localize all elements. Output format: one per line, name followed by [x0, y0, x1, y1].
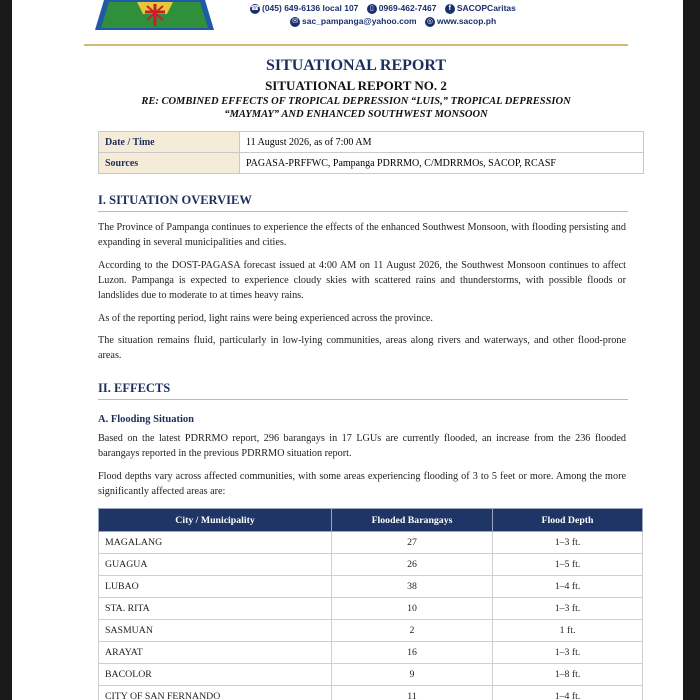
table-row — [99, 664, 643, 686]
report-number: SITUATIONAL REPORT NO. 2 — [265, 78, 447, 93]
report-info-table — [98, 131, 644, 174]
table-row — [99, 686, 643, 700]
barangays-cell: 16 — [332, 642, 493, 664]
mobile-number: 0969-462-7467 — [378, 3, 437, 13]
city-cell: GUAGUA — [99, 554, 332, 576]
col-header-barangays: Flooded Barangays — [332, 509, 493, 532]
info-row-date — [99, 132, 644, 153]
overview-paragraph-3: As of the reporting period, light rains were being experienced across the province. — [98, 313, 433, 324]
table-row — [99, 620, 643, 642]
depth-cell: 1–4 ft. — [493, 576, 643, 598]
city-cell: MAGALANG — [99, 532, 332, 554]
overview-paragraph-1: The Province of Pampanga continues to experience the effects of the enhanced Southwest Monsoon, with flooding persisting and expanding in several municipalities and cities. — [98, 222, 626, 248]
section-heading-overview: I. SITUATION OVERVIEW — [98, 193, 628, 212]
table-row — [99, 576, 643, 598]
report-subject — [102, 95, 610, 121]
header-divider — [84, 44, 628, 46]
city-cell: SASMUAN — [99, 620, 332, 642]
depth-cell: 1–5 ft. — [493, 554, 643, 576]
effects-paragraph-1: Based on the latest PDRRMO report, 296 barangays in 17 LGUs are currently flooded, an increase from the 236 flooded barangays reported in the previous PDRRMO situation report. — [98, 433, 626, 459]
barangays-cell: 26 — [332, 554, 493, 576]
mobile-icon: ▯ — [367, 4, 377, 14]
sources-label: Sources — [99, 153, 240, 174]
col-header-depth: Flood Depth — [493, 509, 643, 532]
overview-paragraph-2: According to the DOST-PAGASA forecast issued at 4:00 AM on 11 August 2026, the Southwest Monsoon continues to affect Luzon. Pampanga is expected to experience cloudy skies with scattered rains and thunderstorms, with possible floods or landslides due to moderate to at times heavy rains. — [98, 260, 626, 301]
sacop-logo — [87, 0, 222, 31]
depth-cell: 1–3 ft. — [493, 598, 643, 620]
sources-value: PAGASA-PRFFWC, Pampanga PDRRMO, C/MDRRMOs, SACOP, RCASF — [240, 153, 644, 174]
facebook-icon: f — [445, 4, 455, 14]
website-link[interactable]: www.sacop.ph — [436, 16, 497, 26]
table-row — [99, 554, 643, 576]
city-cell: BACOLOR — [99, 664, 332, 686]
barangays-cell: 9 — [332, 664, 493, 686]
city-cell: STA. RITA — [99, 598, 332, 620]
email-address: sac_pampanga@yahoo.com — [302, 16, 417, 26]
barangays-cell: 38 — [332, 576, 493, 598]
barangays-cell: 2 — [332, 620, 493, 642]
flood-table-header — [99, 509, 643, 532]
depth-cell: 1–8 ft. — [493, 664, 643, 686]
barangays-cell: 11 — [332, 686, 493, 700]
info-row-sources — [99, 153, 644, 174]
phone-icon: ☎ — [250, 4, 260, 12]
phone-number: (045) 649-6136 local 107 — [262, 3, 359, 13]
table-row — [99, 532, 643, 554]
flood-table — [98, 508, 643, 700]
globe-icon: ◎ — [426, 17, 433, 25]
table-row — [99, 598, 643, 620]
date-label: Date / Time — [99, 132, 240, 153]
depth-cell: 1 ft. — [493, 620, 643, 642]
col-header-city: City / Municipality — [99, 509, 332, 532]
depth-cell: 1–3 ft. — [493, 532, 643, 554]
document-title: SITUATIONAL REPORT — [265, 57, 447, 74]
effects-paragraph-2: Flood depths vary across affected communities, with some areas experiencing flooding of 3 to 5 feet or more. Among the more significantly affected areas are: — [98, 471, 626, 497]
subject-line-1: RE: COMBINED EFFECTS OF TROPICAL DEPRESSION “LUIS,” TROPICAL DEPRESSION — [141, 96, 571, 107]
table-row — [99, 642, 643, 664]
contact-info — [250, 2, 522, 28]
date-value: 11 August 2026, as of 7:00 AM — [240, 132, 644, 153]
barangays-cell: 27 — [332, 532, 493, 554]
barangays-cell: 10 — [332, 598, 493, 620]
depth-cell: 1–4 ft. — [493, 686, 643, 700]
city-cell: ARAYAT — [99, 642, 332, 664]
overview-paragraph-4: The situation remains fluid, particularly in low-lying communities, areas along rivers and waterways, and other flood-prone areas. — [98, 335, 626, 361]
facebook-handle: SACOPCaritas — [456, 3, 516, 13]
subject-line-2: “MAYMAY” AND ENHANCED SOUTHWEST MONSOON — [224, 109, 488, 120]
depth-cell: 1–3 ft. — [493, 642, 643, 664]
report-page — [12, 0, 683, 700]
section-heading-effects: II. EFFECTS — [98, 381, 628, 400]
city-cell: CITY OF SAN FERNANDO — [99, 686, 332, 700]
email-icon: ✉ — [290, 17, 300, 27]
city-cell: LUBAO — [99, 576, 332, 598]
subsection-heading-flooding: A. Flooding Situation — [98, 414, 194, 425]
